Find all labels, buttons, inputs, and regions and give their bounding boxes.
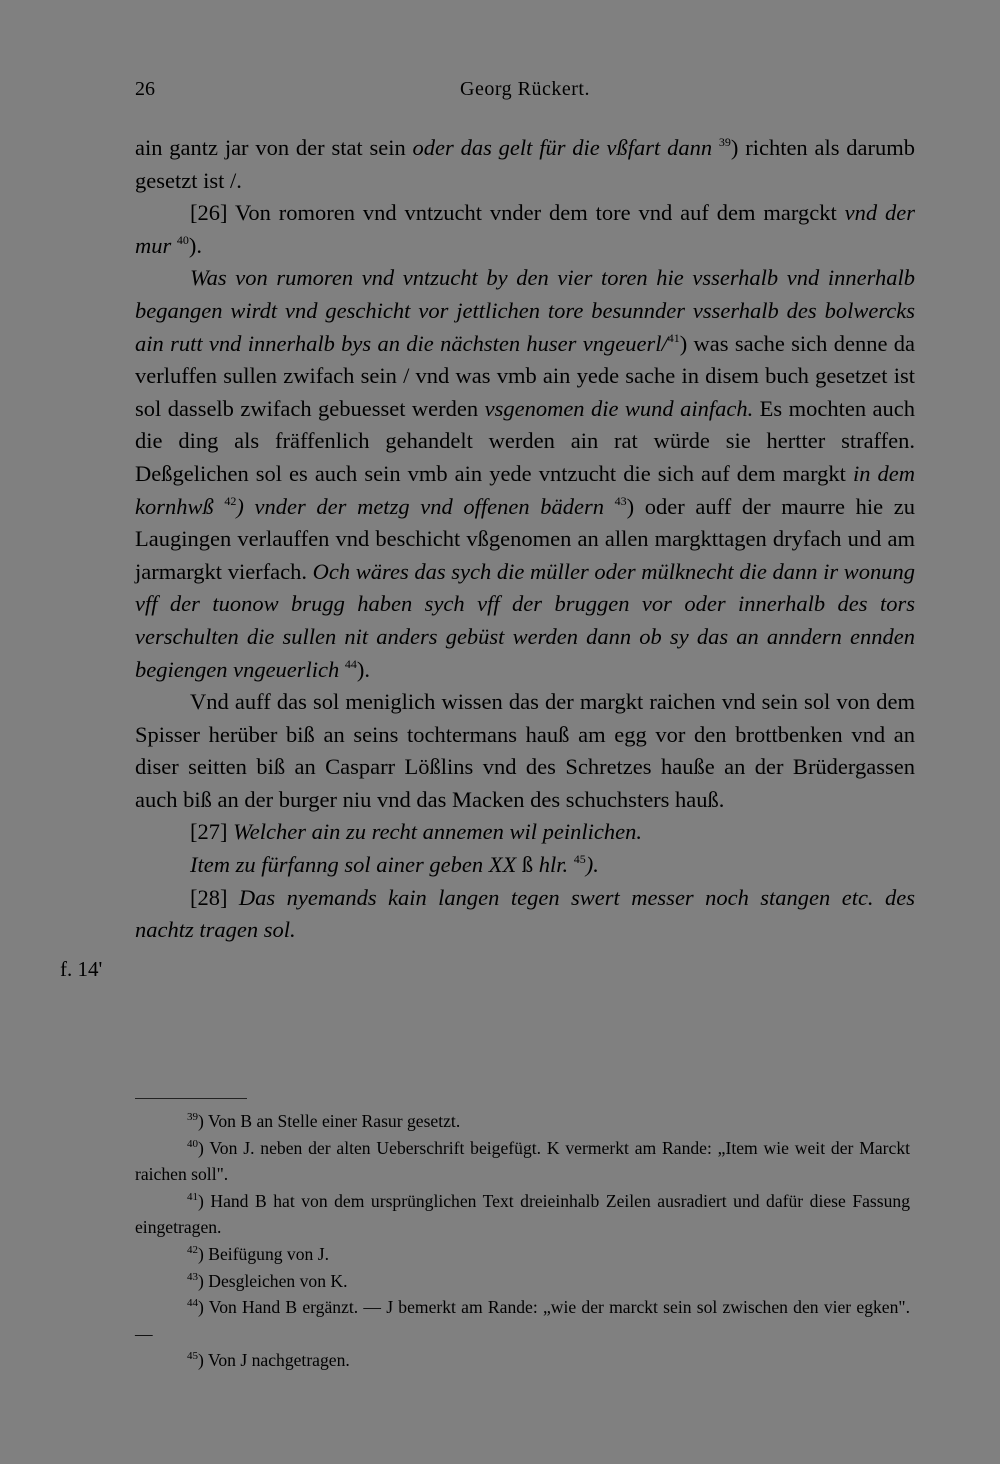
margin-folio-note: f. 14': [60, 957, 103, 981]
footnote: $^{41}$) Hand B hat von dem ursprünglichen Text dreieinhalb Zeilen ausradiert und dafür diese Fassung eingetragen.: [135, 1190, 910, 1238]
section-heading-26: [26] Von romoren vnd vntzucht vnder dem tore vnd auf dem margckt vnd der mur $^{40}$).: [135, 200, 916, 258]
footnote: $^{40}$) Von J. neben der alten Ueberschrift beigefügt. K vermerkt am Rande: „Item wie weit der Marckt raichen soll".: [135, 1137, 910, 1185]
page-number: 26: [135, 78, 155, 100]
paragraph: ain gantz jar von der stat sein oder das gelt für die vßfart dann $^{39}$) richten als darumb gesetzt ist /.: [135, 135, 916, 193]
footnote: $^{43}$) Desgleichen von K.: [187, 1270, 348, 1291]
footnote-ref: 45: [573, 852, 586, 867]
footnote-divider: [135, 1098, 247, 1099]
footnote-ref: 41: [667, 330, 680, 345]
footnote-ref: 40: [176, 232, 189, 247]
paragraph: Vnd auff das sol meniglich wissen das der margkt raichen vnd sein sol von dem Spisser herüber biß an seins tochtermans hauß am egg vor den brottbenken vnd an diser seitten biß an Casparr Lößlins vnd des Schretzes hauße an der Brüdergassen auch biß an der burger niu vnd das Macken des schuchsters hauß.: [135, 689, 915, 812]
paragraph: Was von rumoren vnd vntzucht by den vier toren hie vsserhalb vnd innerhalb begangen wirdt vnd geschicht vor jettlichen tore besunnder vsserhalb des bolwercks ain rutt vnd innerhalb bys an die nächsten huser vngeuerl/$^{41}$) was sache sich denne da verluffen sullen zwifach sein / vnd was vmb ain yede sache in disem buch gesetzet ist sol dasselb zwifach gebuesset werden vsgenomen die wund ainfach. Es mochten auch die ding als fräffenlich gehandelt werden ain rat würde sie hertter straffen. Deßgelichen sol es auch sein vmb ain yede vntzucht die sich auf dem margkt in dem kornhwß $^{42}$) vnder der metzg vnd offenen bädern $^{43}$) oder auff der maurre hie zu Laugingen verlauffen vnd beschicht vßgenomen an allen margkttagen dryfach und am jarmargkt vierfach. Och wäres das sych die müller oder mülknecht die dann ir wonung vff der tuonow brugg haben sych vff der bruggen vor oder innerhalb des tors verschulten die sullen nit anders gebüst werden dann ob sy das an anndern ennden begiengen vngeuerlich $^{44}$).: [135, 265, 916, 682]
footnote-ref: 43: [614, 493, 627, 508]
paragraph: Item zu fürfanng sol ainer geben XX ß hlr. $^{45}$).: [190, 852, 599, 878]
footnotes: [135, 1108, 910, 1374]
footnote: $^{42}$) Beifügung von J.: [187, 1243, 329, 1264]
footnote-ref: 39: [718, 135, 731, 149]
footnote-ref: 44: [344, 656, 357, 671]
currency-symbol: ß: [521, 852, 534, 878]
page-header: [135, 78, 915, 108]
footnote: $^{44}$) Von Hand B ergänzt. — J bemerkt am Rande: „wie der marckt sein sol zwischen den vier egken". —: [135, 1297, 910, 1344]
section-heading-27: [27] Welcher ain zu recht annemen wil peinlichen.: [190, 819, 642, 845]
section-heading-28: [28] Das nyemands kain langen tegen swert messer noch stangen etc. des nachtz tragen sol.: [135, 884, 915, 943]
running-title: Georg Rückert.: [460, 78, 590, 100]
footnote: $^{39}$) Von B an Stelle einer Rasur gesetzt.: [187, 1111, 461, 1131]
footnote: $^{45}$) Von J nachgetragen.: [187, 1350, 350, 1371]
footnote-ref: 42: [224, 493, 237, 508]
main-text: [135, 132, 915, 947]
